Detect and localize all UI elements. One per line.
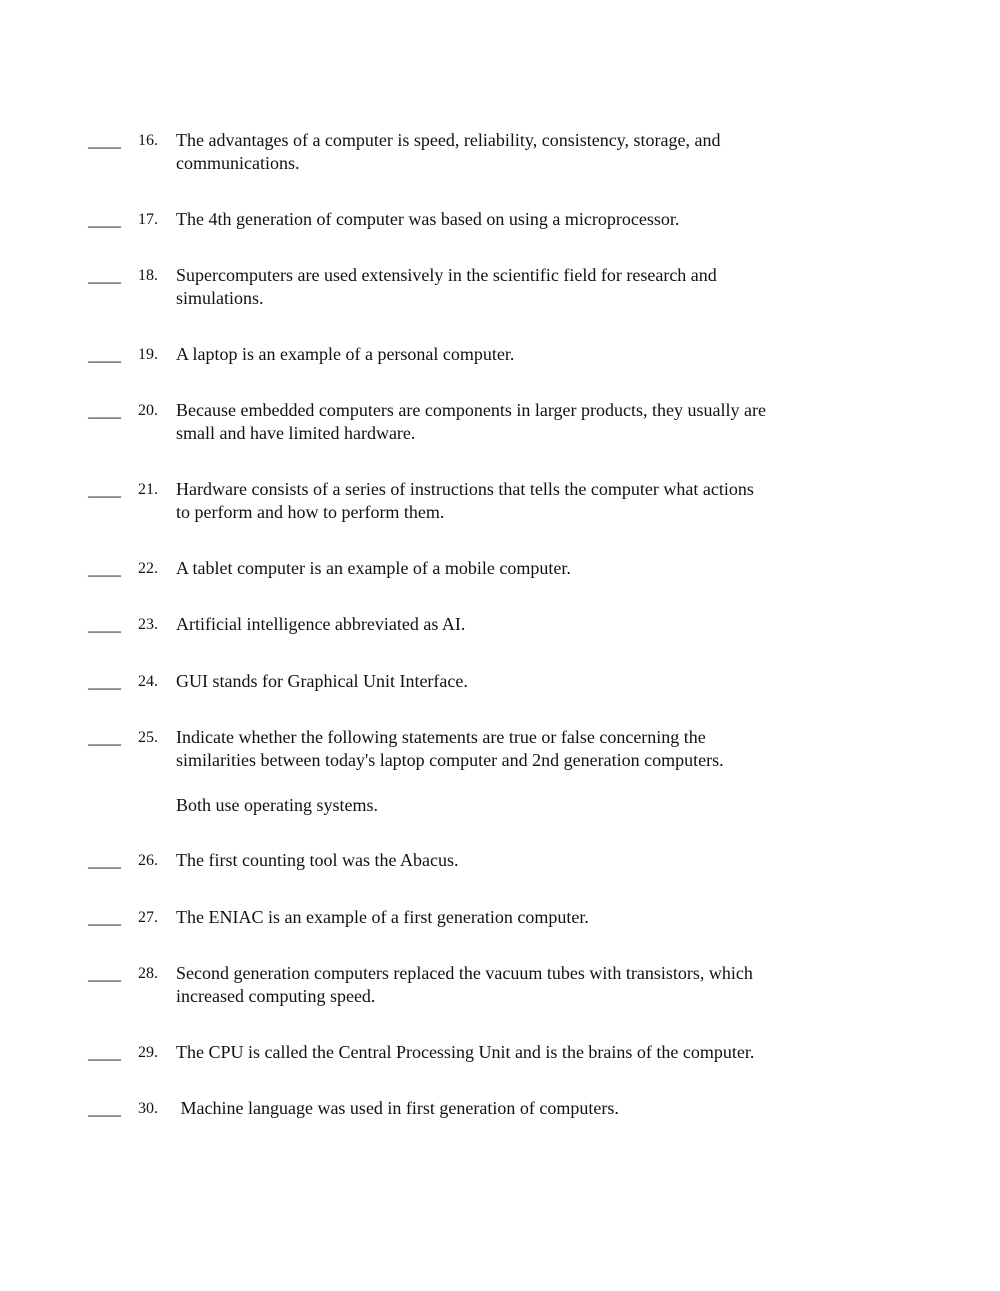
question-line: The advantages of a computer is speed, reliability, consistency, storage, and <box>176 130 721 150</box>
question-number: 18. <box>138 267 158 284</box>
question-text <box>176 399 836 444</box>
answer-blank[interactable]: ____ <box>88 209 120 229</box>
question-text <box>176 670 836 693</box>
answer-blank[interactable]: ____ <box>88 727 120 747</box>
answer-blank[interactable]: ____ <box>88 558 120 578</box>
answer-blank[interactable]: ____ <box>88 614 120 634</box>
answer-blank[interactable]: ____ <box>88 1098 120 1118</box>
question-statement: Both use operating systems. <box>176 795 378 815</box>
question-text <box>176 849 836 872</box>
question-number: 28. <box>138 965 158 982</box>
question-number: 25. <box>138 729 158 746</box>
answer-blank[interactable]: ____ <box>88 400 120 420</box>
question-line: to perform and how to perform them. <box>176 501 445 522</box>
question-line: The first counting tool was the Abacus. <box>176 850 459 870</box>
question-text <box>176 962 836 1007</box>
question-text <box>176 343 836 366</box>
answer-blank[interactable]: ____ <box>88 907 120 927</box>
answer-blank[interactable]: ____ <box>88 344 120 364</box>
question-line: Hardware consists of a series of instructions that tells the computer what actions <box>176 479 754 499</box>
question-text <box>176 906 836 929</box>
question-number: 24. <box>138 673 158 690</box>
question-line: Machine language was used in first generation of computers. <box>176 1098 619 1118</box>
question-line: The CPU is called the Central Processing Unit and is the brains of the computer. <box>176 1042 755 1062</box>
question-line: simulations. <box>176 287 264 308</box>
question-number: 17. <box>138 211 158 228</box>
question-number: 26. <box>138 852 158 869</box>
question-number: 27. <box>138 909 158 926</box>
question-line: GUI stands for Graphical Unit Interface. <box>176 671 468 691</box>
question-line: The 4th generation of computer was based on using a microprocessor. <box>176 209 680 229</box>
question-line: The ENIAC is an example of a first generation computer. <box>176 907 589 927</box>
question-text <box>176 129 836 174</box>
question-line: Second generation computers replaced the vacuum tubes with transistors, which <box>176 963 753 983</box>
question-line: Because embedded computers are components in larger products, they usually are <box>176 400 766 420</box>
question-line: small and have limited hardware. <box>176 422 416 443</box>
question-number: 30. <box>138 1100 158 1117</box>
question-number: 19. <box>138 346 158 363</box>
answer-blank[interactable]: ____ <box>88 1042 120 1062</box>
question-number: 21. <box>138 481 158 498</box>
question-number: 22. <box>138 560 158 577</box>
question-line: Indicate whether the following statements are true or false concerning the <box>176 727 706 747</box>
question-text <box>176 208 836 231</box>
question-line: Artificial intelligence abbreviated as AI. <box>176 614 466 634</box>
question-number: 16. <box>138 132 158 149</box>
question-text <box>176 726 836 817</box>
answer-blank[interactable]: ____ <box>88 850 120 870</box>
question-number: 20. <box>138 402 158 419</box>
question-text <box>176 264 836 309</box>
question-text <box>176 1097 836 1120</box>
question-text <box>176 1041 836 1064</box>
question-line: A laptop is an example of a personal computer. <box>176 344 515 364</box>
answer-blank[interactable]: ____ <box>88 479 120 499</box>
answer-blank[interactable]: ____ <box>88 265 120 285</box>
question-line: increased computing speed. <box>176 985 376 1006</box>
question-number: 29. <box>138 1044 158 1061</box>
question-line: A tablet computer is an example of a mobile computer. <box>176 558 571 578</box>
question-line: similarities between today's laptop computer and 2nd generation computers. <box>176 749 724 770</box>
question-line: communications. <box>176 152 300 173</box>
question-text <box>176 557 836 580</box>
question-text <box>176 613 836 636</box>
answer-blank[interactable]: ____ <box>88 963 120 983</box>
question-text <box>176 478 836 523</box>
answer-blank[interactable]: ____ <box>88 671 120 691</box>
question-number: 23. <box>138 616 158 633</box>
question-line: Supercomputers are used extensively in the scientific field for research and <box>176 265 717 285</box>
answer-blank[interactable]: ____ <box>88 130 120 150</box>
